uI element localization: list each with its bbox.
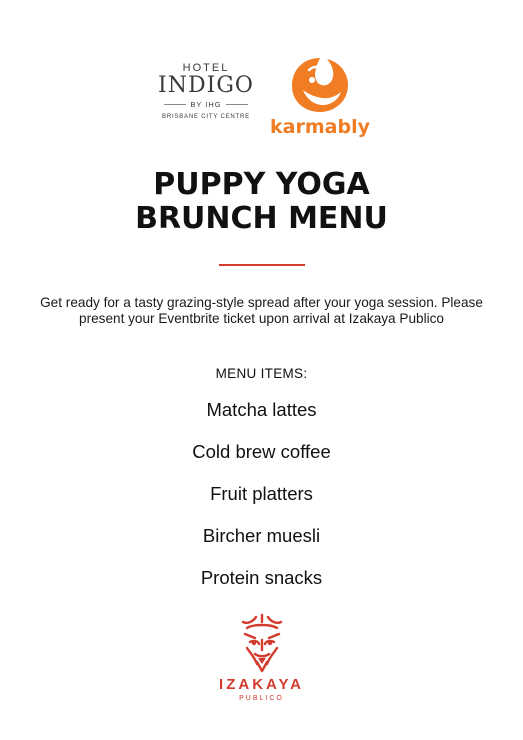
- menu-item: Bircher muesli: [202, 525, 321, 546]
- hotel-indigo-byline-text: BY IHG: [190, 100, 222, 109]
- hotel-indigo-name: INDIGO: [158, 73, 254, 98]
- karmably-logo: [270, 56, 370, 138]
- menu-list: [0, 398, 523, 608]
- page-title-line-1: PUPPY YOGA: [153, 167, 370, 202]
- title-divider: [219, 264, 305, 266]
- menu-item: Fruit platters: [210, 483, 313, 504]
- kabuki-mask-icon: [237, 612, 287, 674]
- hotel-indigo-city: BRISBANE CITY CENTRE: [162, 114, 250, 120]
- izakaya-logo: [205, 612, 318, 703]
- lotus-face-icon: [289, 56, 351, 114]
- hotel-indigo-hotel: HOTEL: [182, 62, 230, 74]
- menu-item: Matcha lattes: [206, 399, 317, 420]
- hotel-indigo-byline: [158, 100, 254, 109]
- menu-item: Protein snacks: [200, 567, 323, 588]
- izakaya-sub: PUBLICO: [239, 695, 284, 702]
- byline-rule-right: [226, 104, 248, 105]
- karmably-name: karmably: [270, 116, 370, 138]
- menu-items-heading: MENU ITEMS:: [215, 366, 308, 381]
- page-title: [0, 168, 523, 236]
- intro-text: Get ready for a tasty grazing-style spread after your yoga session. Please present your Eventbrite ticket upon arrival at Izakaya Publico: [40, 295, 483, 326]
- menu-item: Cold brew coffee: [192, 441, 331, 462]
- page-title-line-2: BRUNCH MENU: [135, 201, 388, 236]
- izakaya-name: IZAKAYA: [219, 676, 304, 693]
- byline-rule-left: [164, 104, 186, 105]
- hotel-indigo-logo: [158, 62, 254, 120]
